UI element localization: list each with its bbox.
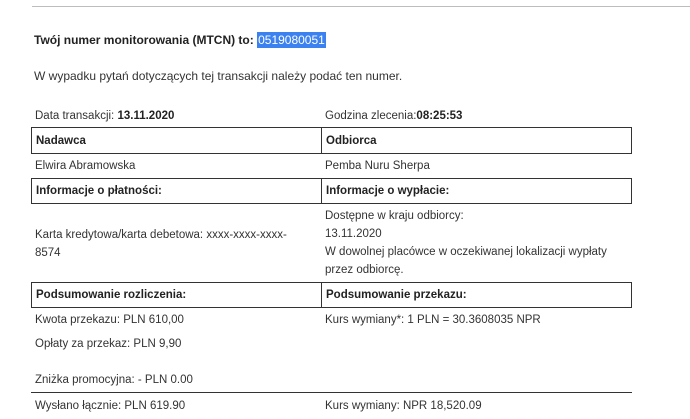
exchange-rate: Kurs wymiany*: 1 PLN = 30.3608035 NPR (325, 314, 541, 326)
transfer-summary-header: Podsumowanie przekazu: (326, 289, 467, 301)
parties-header-row (31, 127, 632, 154)
payout-line4: przez odbiorcę. (325, 264, 404, 276)
transaction-time (325, 107, 462, 125)
summary-header-row (31, 282, 632, 308)
transaction-date-value: 13.11.2020 (117, 110, 175, 122)
payout-info (325, 207, 607, 279)
settlement-summary-header: Podsumowanie rozliczenia: (32, 283, 322, 307)
mtcn-label: Twój numer monitorowania (MTCN) to: (34, 33, 258, 47)
sender-name: Elwira Abramowska (35, 160, 136, 172)
mtcn-info-text: W wypadku pytań dotyczących tej transakcji należy podać ten numer. (34, 69, 403, 83)
payment-method-line1: Karta kredytowa/karta debetowa: xxxx-xxxx-xxxx- (35, 229, 287, 241)
transaction-date-label: Data transakcji: (35, 110, 118, 122)
transfer-fee: Opłaty za przekaz: PLN 9,90 (35, 338, 182, 350)
receiver-name: Pemba Nuru Sherpa (325, 160, 430, 172)
bottom-divider (31, 392, 632, 393)
total-sent: Wysłano łącznie: PLN 619.90 (35, 400, 186, 412)
payout-line3: W dowolnej placówce w oczekiwanej lokalizacji wypłaty (325, 246, 607, 258)
receiver-header: Odbiorca (326, 134, 377, 147)
transfer-amount: Kwota przekazu: PLN 610,00 (35, 314, 184, 326)
payment-method (35, 226, 287, 262)
payout-info-header: Informacje o wypłacie: (326, 185, 450, 197)
promo-discount: Zniżka promocyjna: - PLN 0.00 (35, 374, 193, 386)
transaction-time-label: Godzina zlecenia: (325, 110, 417, 122)
transaction-date (35, 107, 174, 125)
transaction-time-value: 08:25:53 (416, 110, 463, 122)
mtcn-line (34, 33, 326, 47)
payment-method-line2: 8574 (35, 247, 61, 259)
sender-header: Nadawca (32, 128, 322, 153)
payment-info-header: Informacje o płatności: (32, 179, 322, 203)
mtcn-number[interactable]: 0519080051 (258, 33, 325, 47)
payment-header-row (31, 178, 632, 204)
payout-line1: Dostępne w kraju odbiorcy: (325, 210, 464, 222)
top-divider (32, 6, 690, 7)
payout-line2: 13.11.2020 (325, 228, 382, 240)
amount-received: Kurs wymiany: NPR 18,520.09 (325, 400, 482, 412)
